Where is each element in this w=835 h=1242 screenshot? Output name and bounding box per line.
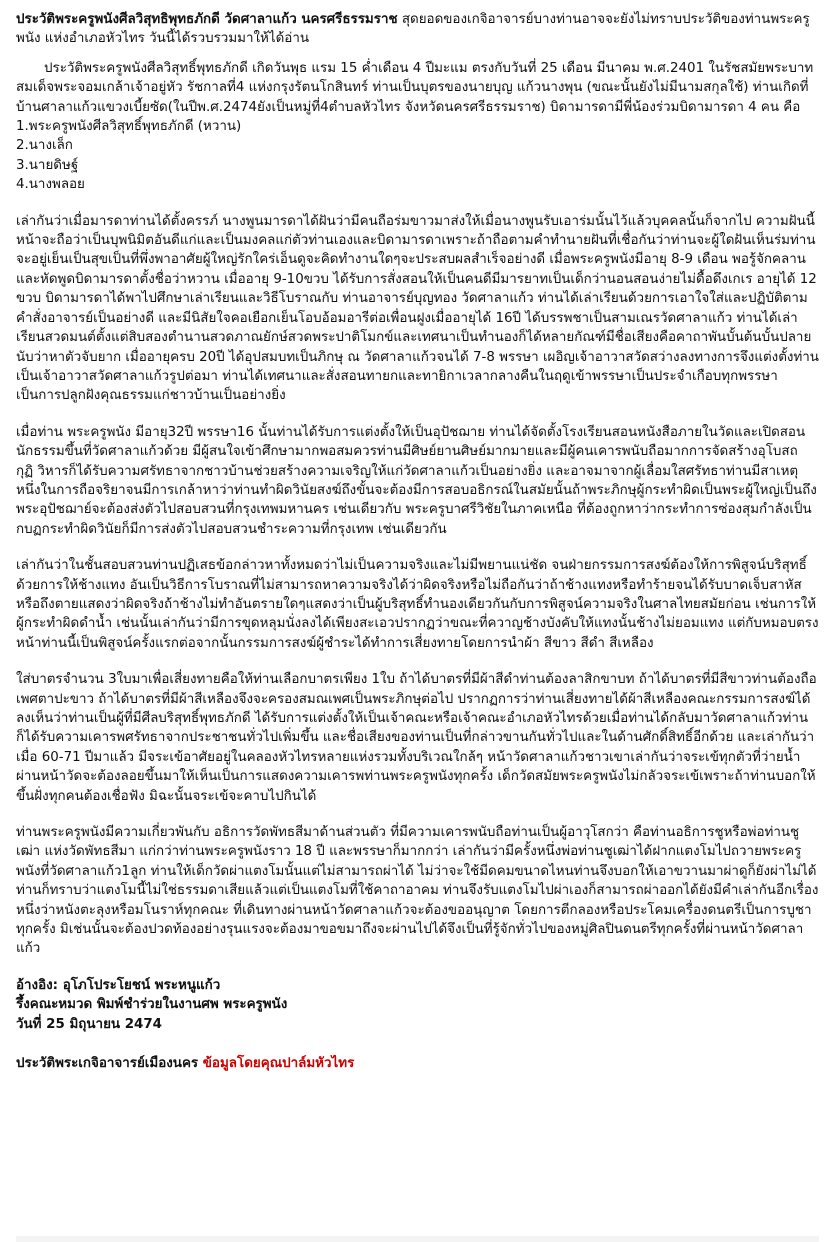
list-item: 4.นางพลอย (16, 177, 85, 193)
paragraph-watermelon: ท่านพระครูพนังมีความเกี่ยวพันกับ อธิการวัดพัทธสีมาด้านส่วนตัว ที่มีความเคารพนับถือท่านเป็นผู้อาวุโสกว่า คือท่านอธิการชูหรือพ่อท่านชูเฒ่า แห่งวัดพัทธสีมา แก่กว่าท่านพระครูพนังราว 18 ปี และพรรษาก็มากกว่า เล่ากันว่ามีครั้งหนึ่งพ่อท่านชูเฒ่าได้ฝากแตงโมไปถวายพระครูพนังที่วัดศาลาแก้ว1ลูก ท่านให้เด็กวัดผ่าแตงโมนั้นแต่ไม่สามารถผ่าได้ ไม่ว่าจะใช้มีดคมขนาดไหนท่านจึงบอกให้เอาขวานมาผ่าดูก็ยังผ่าไม่ได้ ท่านก็ทราบว่าแตงโมนี้ไม่ใช่ธรรมดาเสียแล้วแต่เป็นแตงโมที่ใช้คาถาอาคม ท่านจึงรับแตงโมไปผ่าเองก็สามารถผ่าออกได้ยังมีคำเล่ากันอีกเรื่องหนึ่งว่าหนังตะลุงหรือมโนราห์ทุกคณะ ที่เดินทางผ่านหน้าวัดศาลาแก้วจะต้องขออนุญาต โดยการตีกลองหรือประโคมเครื่องดนตรีเป็นการบูชาทุกครั้ง มิเช่นนั้นจะต้องปวดท้องอย่างรุนแรงจะต้องมาขอขมาถึงจะผ่านไปได้จึงเป็นที่รู้จักทั่วไปของหมู่ศิลปินดนตรีทุกครั้งที่ผ่านหน้าวัดศาลาแก้ว (16, 825, 819, 957)
paragraph-omen: เล่ากันว่าเมื่อมารดาท่านได้ตั้งครรภ์ นางพูนมารดาได้ฝันว่ามีคนถือร่มขาวมาส่งให้เมื่อนางพูนรับเอาร่มนั้นไว้แล้วบุคคลนั้นก็จากไป ความฝันนี้หน้าจะถือว่าเป็นบุพนิมิตอันดีแก่และเป็นมงคลแก่ตัวท่านเองและบิดามารดาเพราะถ้าถือตามคำทำนายฝันที่เชื่อกันว่าท่านจะผู้ใดฝันเห็นร่มท่านจะอยู่เย็นเป็นสุขเป็นที่พึ่งพาอาศัยผู้ใหญ่รักใคร่เอ็นดูจะคิดทำงานใดๆจะประสบผลสำเร็จอย่างดี เมื่อพระครูพนังมีอายุ 8-9 เดือน พอรู้จักคลานและหัดพูดบิดามารดาตั้งชื่อว่าหวาน เมื่ออายุ 9-10ขวบ ได้รับการสั่งสอนให้เป็นคนดีมีมารยาทเป็นเด็กว่านอนสอนง่ายไม่ดื้อดึงเกเร อายุได้ 12 ขวบ บิดามารดาได้พาไปศึกษาเล่าเรียนและวิธีโบราณกับ ท่านอาจารย์บุญทอง วัดศาลาแก้ว ท่านได้เล่าเรียนด้วยการเอาใจใส่และปฏิบัติตามคำสั่งอาจารย์เป็นอย่างดี และมีนิสัยใจคอเยือกเย็นโอบอ้อมอารีต่อเพื่อนฝูงเมื่ออายุได้ 16ปี ได้บรรพชาเป็นสามเณรวัดศาลาแก้ว ท่านได้เล่าเรียนสวดมนต์ตั้งแต่สิบสองตำนานสวดภาณยักษ์สวดพระปาติโมกข์และเทศนาเป็นทำนองก็ได้หลายกัณฑ์มีชื่อเสียงคือคาถาพันบั้นต้นบั้นปลายนับว่าหาตัวจับยาก เมื่ออายุครบ 20ปี ได้อุปสมบทเป็นภิกษุ ณ วัดศาลาแก้วจนได้ 7-8 พรรษา เผอิญเจ้าอาวาสวัดสว่างลงทางการจึงแต่งตั้งท่านเป็นเจ้าอาวาสวัดศาลาแก้วรูปต่อมา ท่านได้เทศนาและสั่งสอนทายกและทายิกาเวลากลางคืนในฤดูเข้าพรรษาเป็นประจำเกือบทุกพรรษา เป็นการปลูกฝังคุณธรรมแก่ชาวบ้านเป็นอย่างยิ่ง (16, 213, 819, 404)
credit-link[interactable]: ข้อมูลโดยคุณปาล์มหัวไทร (202, 1056, 355, 1072)
paragraph-alms-bowls: ใส่บาตรจำนวน 3ใบมาเพื่อเสี่ยงทายคือให้ท่านเลือกบาตรเพียง 1ใบ ถ้าได้บาตรที่มีผ้าสีดำท่านต้องลาสิกขาบท ถ้าได้บาตรที่มีสีขาวท่านต้องถือเพศตาปะขาว ถ้าได้บาตรที่มีผ้าสีเหลืองจึงจะครองสมณเพศเป็นพระภิกษุต่อไป ปรากฏการว่าท่านเสี่ยงทายได้ผ้าสีเหลืองคณะกรรมการสงฆ์ได้ลงเห็นว่าท่านเป็นผู้ที่มีศีลบริสุทธิ์พุทธภักดี ได้รับการแต่งตั้งให้เป็นเจ้าคณะหรือเจ้าคณะอำเภอหัวไทรด้วยเมื่อท่านได้กลับมาวัดศาลาแก้วท่านก็ได้รับความเคารพศรัทธาจากประชาชนทั่วไปเพิ่มขึ้น และชื่อเสียงของท่านเป็นที่กล่าวขานกันทั่วไปและในด้านศักดิ์สิทธิ์อีกด้วย และเล่ากันว่า เมื่อ 60-71 ปีมาแล้ว มีจระเข้อาศัยอยู่ในคลองหัวไทรหลายแห่งรวมทั้งบริเวณใกล้ๆ หน้าวัดศาลาแก้วชาวเขาเล่ากันว่าจระเข้ทุกตัวที่ว่ายน้ำผ่านหน้าวัดจะต้องลอยขึ้นมาให้เห็นเป็นการแสดงความเคารพท่านพระครูพนังทุกครั้ง เด็กวัดสมัยพระครูพนังไม่กลัวจระเข้เพราะถ้าท่านบอกให้ขึ้นฝั่งทุกคนต้องเชื่อฟัง มิฉะนั้นจระเข้จะคาบไปกินได้ (16, 672, 817, 804)
paragraph-trial: เล่ากันว่าในชั้นสอบสวนท่านปฏิเสธข้อกล่าวหาทั้งหมดว่าไม่เป็นความจริงและไม่มีพยานแน่ชัด จนฝ่ายกรรมการสงฆ์ต้องให้การพิสูจน์บริสุทธิ์ด้วยการให้ช้างแทง อันเป็นวิธีการโบราณที่ไม่สามารถหาความจริงได้ว่าผิดจริงหรือไม่ถือกันว่าถ้าช้างแทงหรือทำร้ายจนได้รับบาดเจ็บสาหัสหรือถึงตายแสดงว่าผิดจริงถ้าช้างไม่ทำอันตรายใดๆแสดงว่าเป็นผู้บริสุทธิ์ทำนองเดียวกันกับการพิสูจน์ความจริงในศาลไทยสมัยก่อน เช่นการให้ผู้กระทำผิดดำน้ำ เช่นนั้นเล่ากันว่ามีการขุดหลุมนั่งลงได้เพียงสะเอวปรากฏว่าขณะที่ควาญช้างบังคับให้แทงนั้นช้างไม่ยอมแทง แต่กับหมอบตรงหน้าท่านนี้เป็นพิสูจน์ครั้งแรกต่อจากนั้นกรรมการสงฆ์ผู้ชำระได้ทำการเสี่ยงทายโดยการนำผ้า สีขาว สีดำ สีเหลือง (16, 558, 819, 651)
reference-block (16, 976, 819, 1034)
intro-text: สุดยอดของเกจิอาจารย์บางท่านอาจจะยังไม่ทราบประวัติของท่านพระครูพนัง แห่งอำเภอหัวไทร วันนี้ได้รวบรวมมาให้ได้อ่าน (16, 12, 810, 47)
reference-line: รึ้งคณะหมวด พิมพ์ชำร่วยในงานศพ พระครูพนัง (16, 997, 288, 1013)
list-item: 2.นางเล็ก (16, 138, 73, 154)
footer-credit (16, 1054, 819, 1073)
footer-label: ประวัติพระเกจิอาจารย์เมืองนคร (16, 1056, 199, 1072)
list-item: 3.นายดิษฐ์ (16, 157, 79, 173)
siblings-list (16, 117, 819, 195)
intro-paragraph (16, 10, 819, 49)
reference-line: วันที่ 25 มิถุนายน 2474 (16, 1016, 162, 1032)
list-item: 1.พระครูพนังศีลวิสุทธิ์พุทธภักดี (หวาน) (16, 119, 242, 135)
reference-line: อ้างอิง: อุโภโประโยชน์ พระหนูแก้ว (16, 977, 221, 993)
article-title: ประวัติพระครูพนังศีลวิสุทธิพุทธภักดี วัดศาลาแก้ว นครศรีธรรมราช (16, 12, 398, 27)
bottom-divider (16, 1236, 819, 1242)
paragraph-preceptor: เมื่อท่าน พระครูพนัง มีอายุ32ปี พรรษา16 นั้นท่านได้รับการแต่งตั้งให้เป็นอุปัชฌาย ท่านได้จัดตั้งโรงเรียนสอนหนังสือภายในวัดและเปิดสอนนักธรรมขึ้นที่วัดศาลาแก้วด้วย มีผู้สนใจเข้าศึกษามากพอสมควรท่านมีศิษย์ยานศิษย์มากมายและมีผู้คนเคารพนับถือมากการจัดสร้างอุโบสถ กุฏิ วิหารก็ได้รับความศรัทธาจากชาวบ้านช่วยสร้างความเจริญให้แก่วัดศาลาแก้วเป็นอย่างยิ่ง และอาจมาจากผู้เลื่อมใสศรัทธาท่านมีสาเหตุหนึ่งในการถือจริยาจนมีการเกล้าหาว่าท่านทำผิดวินัยสงฆ์ถึงขั้นจะต้องมีการสอบอธิกรณ์ในสมัยนั้นถ้าพระภิกษุผู้กระทำผิดเป็นพระผู้ใหญ่เป็นถึงพระอุปัชฌาย์จะต้องส่งตัวไปสอบสวนที่กรุงเทพมหานคร เช่นเดียวกับ พระครูบาศรีวิชัยในภาคเหนือ ที่ต้องถูกหาว่ากระทำการซ่องสุมกำลังเป็นกบฏกระทำผิดวินัยก็มีการส่งตัวไปสอบสวนชำระความที่กรุงเทพ เช่นเดียวกัน (16, 424, 817, 537)
birth-paragraph: ประวัติพระครูพนังศีลวิสุทธิ์พุทธภักดี เกิดวันพุธ แรม 15 ค่ำเดือน 4 ปีมะแม ตรงกับวันที่ 25 เดือน มีนาคม พ.ศ.2401 ในรัชสมัยพระบาทสมเด็จพระจอมเกล้าเจ้าอยู่หัว รัชกาลที่4 แห่งกรุงรัตนโกสินทร์ ท่านเป็นบุตรของนายบุญ แก้วนางพุน (ขณะนั้นยังไม่มีนามสกุลใช้) ท่านเกิดที่บ้านศาลาแก้วแขวงเบี้ยซัด(ในปีพ.ศ.2474ยังเป็นหมู่ที่4ตำบลหัวไทร จังหวัดนครศรีธรรมราช) บิดามารดามีพี่น้องร่วมบิดามารดา 4 คน คือ (16, 60, 814, 115)
